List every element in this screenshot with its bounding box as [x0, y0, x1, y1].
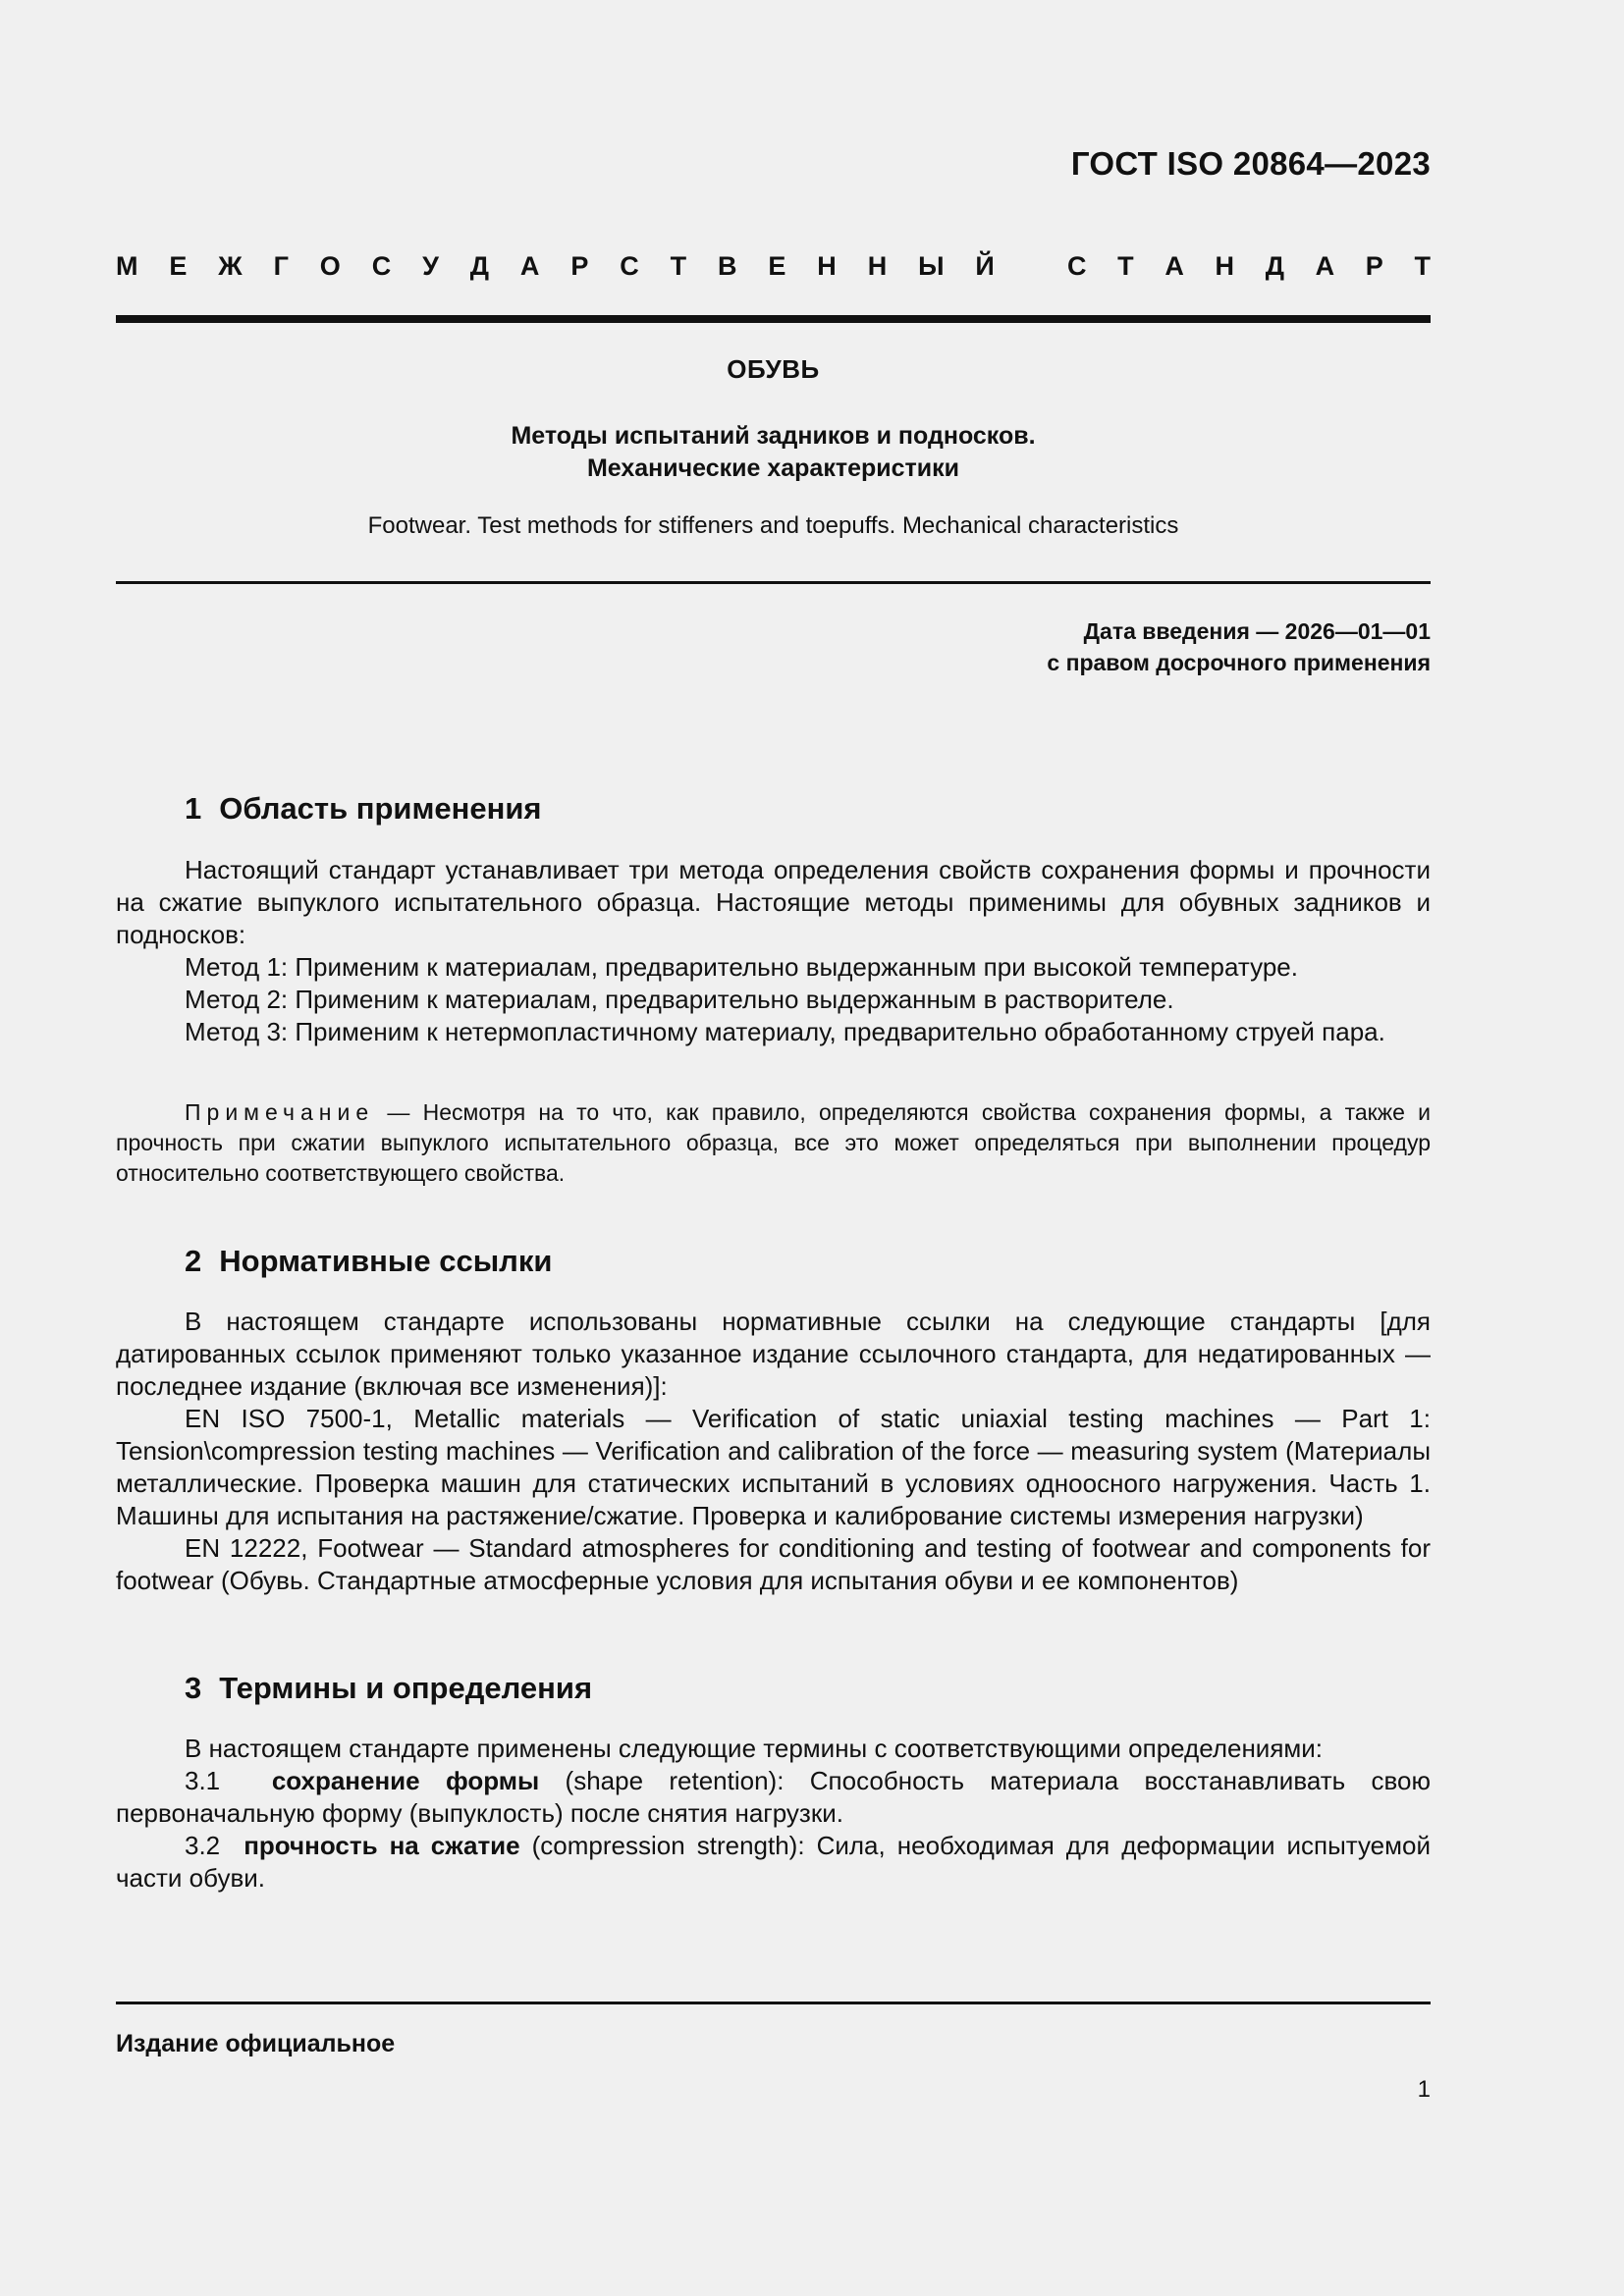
footer-divider: [116, 2002, 1431, 2004]
section-3-paragraph: В настоящем стандарте применены следующие термины с соответствующими определениями:: [185, 1734, 1324, 1763]
method-1-item: Метод 1: Применим к материалам, предварительно выдержанным при высокой температуре.: [185, 952, 1298, 982]
note-label: Примечание: [185, 1099, 375, 1125]
section-3-number: 3: [185, 1671, 202, 1705]
document-title-main: ОБУВЬ: [727, 354, 820, 384]
title-divider: [116, 581, 1431, 584]
term-3-2-name: прочность на сжатие: [244, 1831, 520, 1860]
section-1-title: Область применения: [219, 791, 542, 826]
header-divider-thick: [116, 315, 1431, 323]
note-text: — Несмотря на то что, как правило, определяются свойства сохранения формы, а также и прочность при сжатии выпуклого испытательного образца, все это может определяться при выполнении процедур относительно соответствующего свойства.: [116, 1099, 1431, 1186]
term-3-1-definition: (shape retention): Способность материала восстанавливать свою первоначальную форму (выпуклость) после снятия нагрузки.: [116, 1766, 1432, 1828]
term-3-2-definition: (compression strength): Сила, необходимая для деформации испытуемой части обуви.: [116, 1831, 1432, 1893]
page-number: 1: [1417, 2076, 1431, 2103]
document-title-english: Footwear. Test methods for stiffeners and toepuffs. Mechanical characteristics: [367, 512, 1179, 539]
section-1-body: [116, 854, 1431, 1048]
section-2-number: 2: [185, 1244, 202, 1278]
section-1-heading: [185, 791, 542, 827]
document-title-sub-line-1: Методы испытаний задников и подносков.: [511, 422, 1036, 450]
document-title-sub: [116, 420, 1431, 485]
section-3-heading: [185, 1671, 592, 1706]
section-1-note: [116, 1097, 1431, 1189]
section-2-title: Нормативные ссылки: [219, 1244, 553, 1278]
term-3-1-name: сохранение формы: [271, 1766, 540, 1795]
standard-type-word-2: С Т А Н Д А Р Т: [1067, 251, 1431, 281]
normative-reference-2: EN 12222, Footwear — Standard atmospheres for conditioning and testing of footwear and components for footwear (Обувь. Стандартные атмосферные условия для испытания обуви и ее компонентов): [116, 1533, 1431, 1595]
introduction-date-line-1: Дата введения — 2026—01—01: [1083, 618, 1431, 644]
term-3-1: [116, 1765, 1431, 1830]
section-1-paragraph: Настоящий стандарт устанавливает три метода определения свойств сохранения формы и прочности на сжатие выпуклого испытательного образца. Настоящие методы применимы для обувных задников и подносков:: [116, 855, 1431, 949]
term-3-1-number: 3.1: [185, 1766, 221, 1795]
method-3-item: Метод 3: Применим к нетермопластичному материалу, предварительно обработанному струей пара.: [185, 1017, 1385, 1046]
standard-type-word-1: М Е Ж Г О С У Д А Р С Т В Е Н Н Ы Й: [116, 251, 995, 281]
introduction-date: [1047, 615, 1431, 678]
section-3-title: Термины и определения: [219, 1671, 593, 1705]
section-2-body: [116, 1306, 1431, 1597]
standard-type-heading: [116, 251, 1431, 282]
section-2-heading: [185, 1244, 552, 1279]
section-3-body: [116, 1733, 1431, 1895]
document-number: ГОСТ ISO 20864—2023: [1070, 145, 1431, 182]
section-1-number: 1: [185, 791, 202, 826]
section-2-paragraph: В настоящем стандарте использованы нормативные ссылки на следующие стандарты [для датированных ссылок применяют только указанное издание ссылочного стандарта, для недатированных — последнее издание (включая все изменения)]:: [116, 1307, 1431, 1401]
method-2-item: Метод 2: Применим к материалам, предварительно выдержанным в растворителе.: [185, 985, 1174, 1014]
document-title-sub-line-2: Механические характеристики: [586, 454, 960, 482]
term-3-2-number: 3.2: [185, 1831, 221, 1860]
introduction-date-line-2: с правом досрочного применения: [1047, 650, 1431, 675]
term-3-2: [116, 1830, 1431, 1895]
normative-reference-1: EN ISO 7500-1, Metallic materials — Verification of static uniaxial testing machines — Part 1: Tension\compression testing machines — Verification and calibration of the force — measuring system (Материалы металлические. Проверка машин для статических испытаний в условиях одноосного нагружения. Часть 1. Машины для испытания на растяжение/сжатие. Проверка и калибрование системы измерения нагрузки): [116, 1404, 1431, 1530]
edition-label: Издание официальное: [116, 2030, 396, 2057]
